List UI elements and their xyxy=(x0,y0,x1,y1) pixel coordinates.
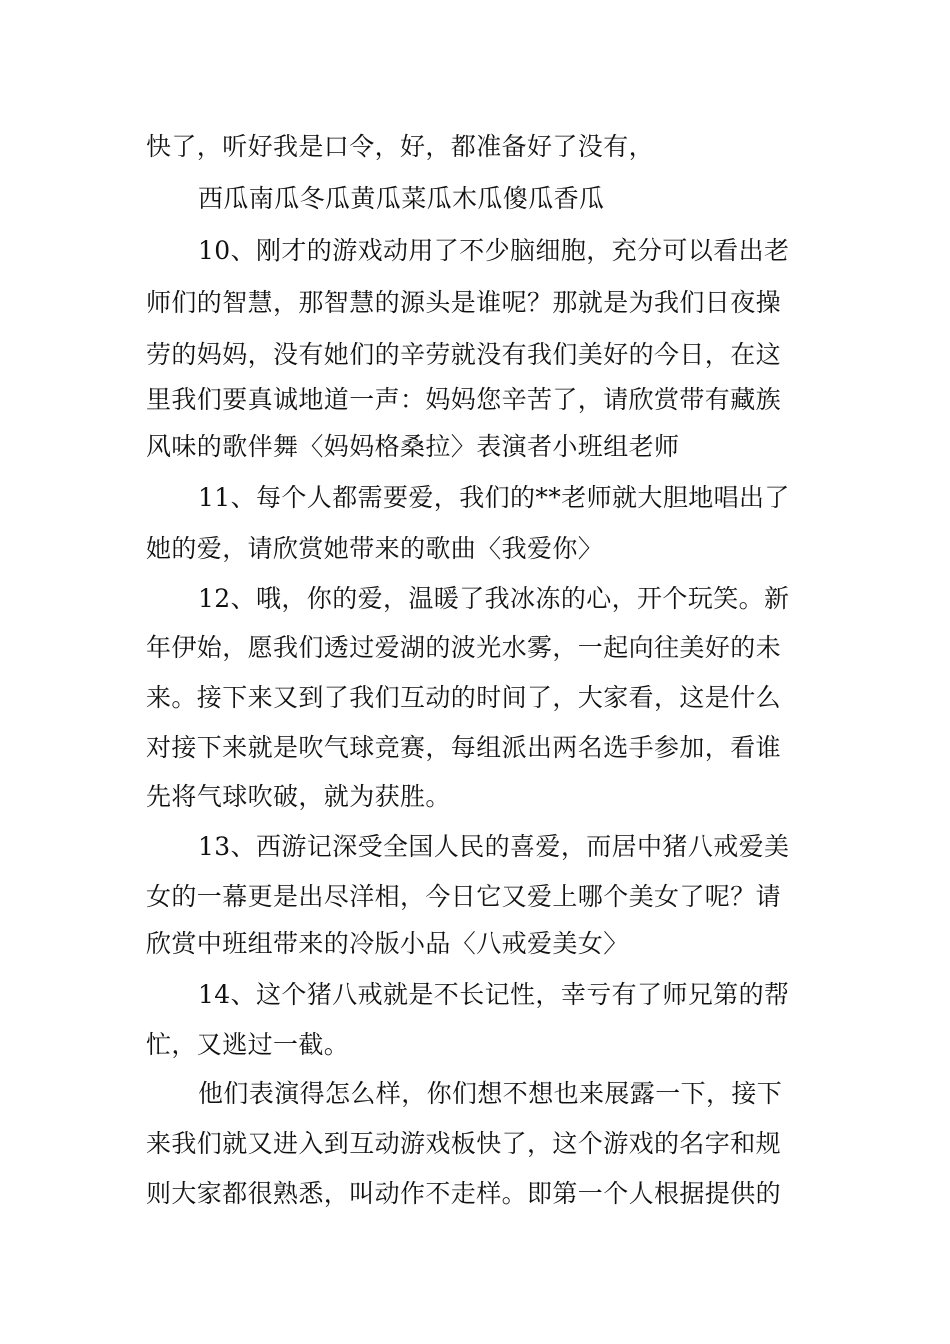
text-line: 快了，听好我是口令，好，都准备好了没有， xyxy=(146,132,655,161)
paragraph-10-line: 10、刚才的游戏动用了不少脑细胞，充分可以看出老 xyxy=(198,236,790,265)
text-line: 劳的妈妈，没有她们的辛劳就没有我们美好的今日，在这 xyxy=(146,340,782,369)
text-line: 西瓜南瓜冬瓜黄瓜菜瓜木瓜傻瓜香瓜 xyxy=(198,184,605,213)
text-line: 则大家都很熟悉，叫动作不走样。即第一个人根据提供的 xyxy=(146,1179,782,1208)
text-line: 忙，又逃过一截。 xyxy=(146,1030,350,1059)
text-line: 师们的智慧，那智慧的源头是谁呢？那就是为我们日夜操 xyxy=(146,288,782,317)
paragraph-14-line: 14、这个猪八戒就是不长记性，幸亏有了师兄第的帮 xyxy=(198,980,790,1009)
text-line: 欣赏中班组带来的冷版小品〈八戒爱美女〉 xyxy=(146,929,629,958)
text-line: 来。接下来又到了我们互动的时间了，大家看，这是什么 xyxy=(146,683,782,712)
text-line: 先将气球吹破，就为获胜。 xyxy=(146,782,451,811)
text-line: 年伊始，愿我们透过爱湖的波光水雾，一起向往美好的未 xyxy=(146,633,782,662)
paragraph-13-line: 13、西游记深受全国人民的喜爱，而居中猪八戒爱美 xyxy=(198,832,790,861)
text-line: 来我们就又进入到互动游戏板快了，这个游戏的名字和规 xyxy=(146,1129,782,1158)
paragraph-12-line: 12、哦，你的爱，温暖了我冰冻的心，开个玩笑。新 xyxy=(198,584,790,613)
text-line: 里我们要真诚地道一声：妈妈您辛苦了，请欣赏带有藏族 xyxy=(146,385,782,414)
text-line: 她的爱，请欣赏她带来的歌曲〈我爱你〉 xyxy=(146,534,604,563)
paragraph-11-line: 11、每个人都需要爱，我们的**老师就大胆地唱出了 xyxy=(198,483,790,512)
paragraph-15-line: 他们表演得怎么样，你们想不想也来展露一下，接下 xyxy=(198,1079,783,1108)
text-line: 女的一幕更是出尽洋相，今日它又爱上哪个美女了呢？请 xyxy=(146,882,782,911)
text-line: 风味的歌伴舞〈妈妈格桑拉〉表演者小班组老师 xyxy=(146,432,680,461)
text-line: 对接下来就是吹气球竞赛，每组派出两名选手参加，看谁 xyxy=(146,733,782,762)
